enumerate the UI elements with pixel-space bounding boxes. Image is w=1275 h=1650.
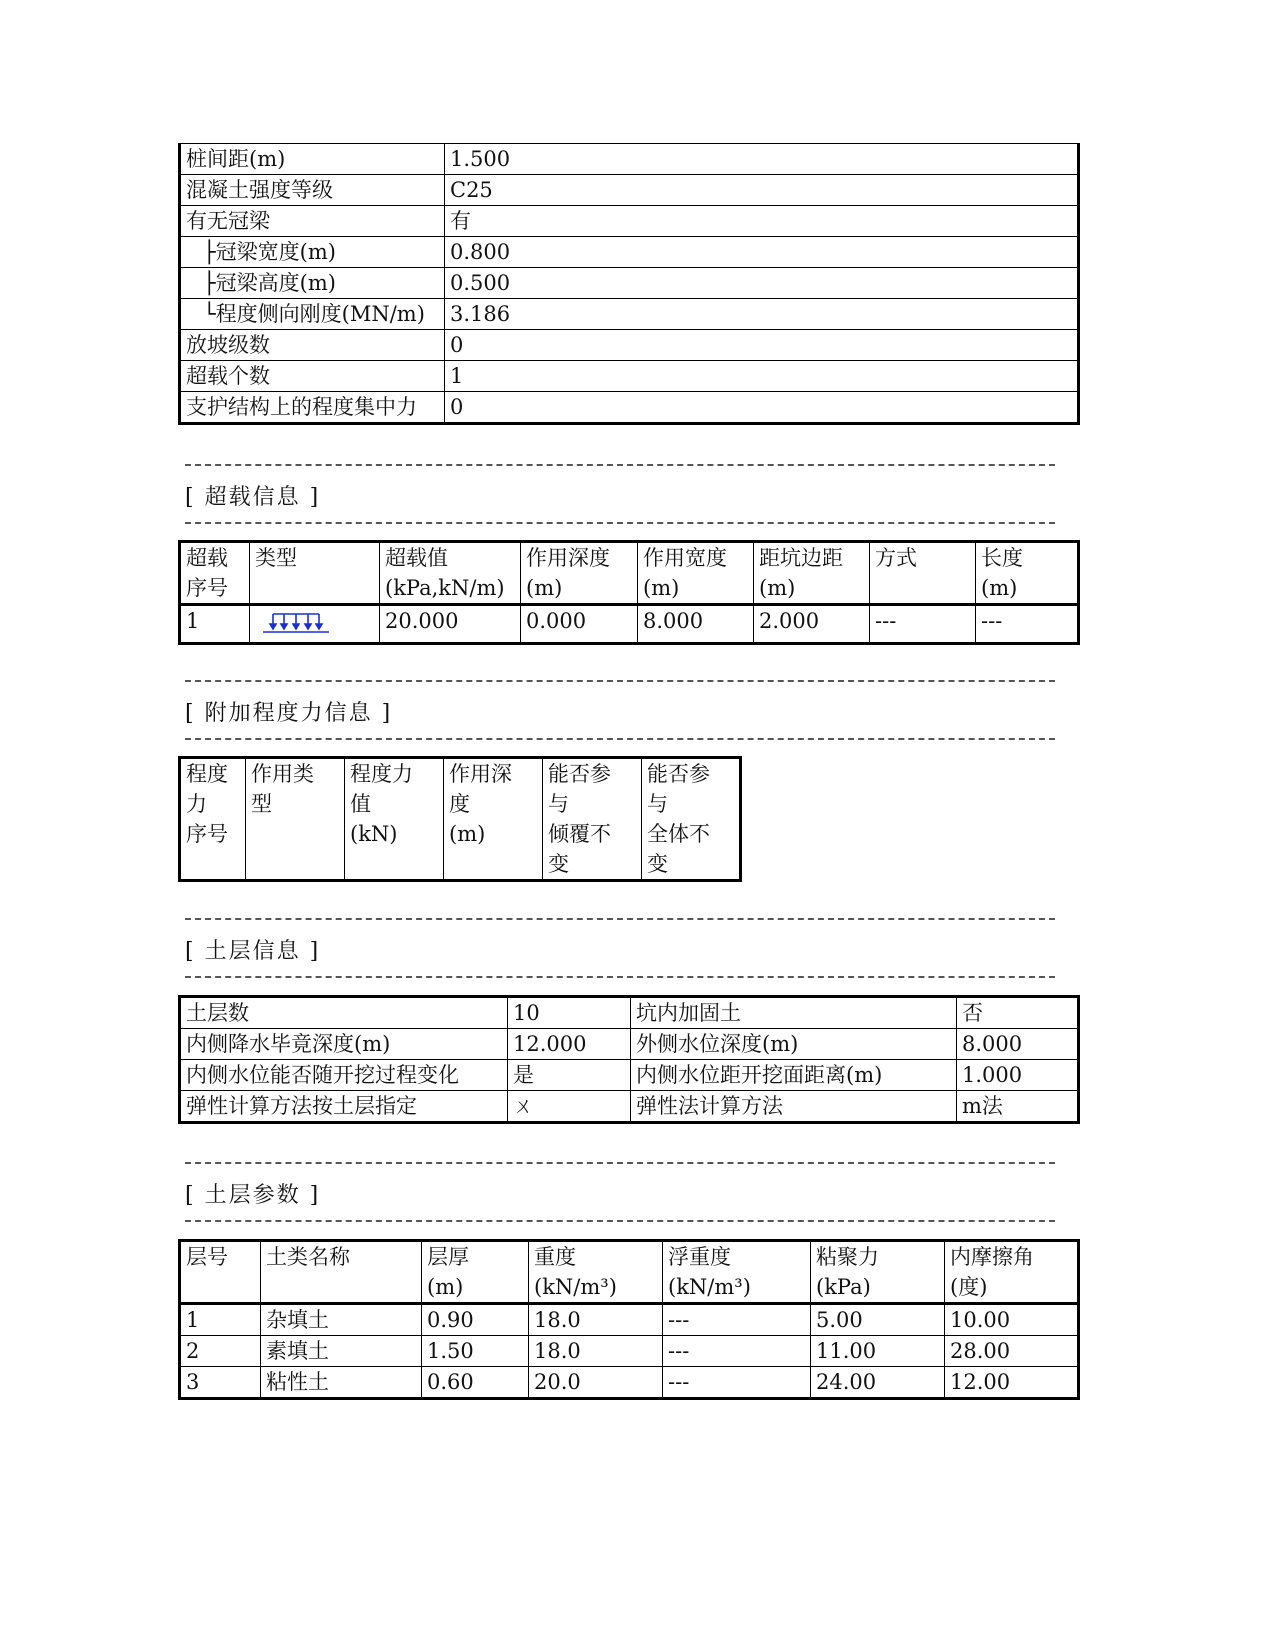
param-value: 0 xyxy=(445,330,1079,361)
column-header: 层厚 (m) xyxy=(422,1241,529,1304)
param-value: C25 xyxy=(445,175,1079,206)
column-header: 能否参 与 倾覆不 变 xyxy=(543,758,642,881)
section-title-soil-params: [ 土层参数 ] xyxy=(185,1183,321,1208)
table-cell: 1 xyxy=(180,605,250,644)
param-label: 支护结构上的程度集中力 xyxy=(180,392,445,424)
table-cell: 2.000 xyxy=(754,605,870,644)
info-label: 外侧水位深度(m) xyxy=(631,1029,957,1060)
column-header: 距坑边距 (m) xyxy=(754,542,870,605)
param-value: 1.500 xyxy=(445,144,1079,175)
param-label: 超载个数 xyxy=(180,361,445,392)
table-cell: 11.00 xyxy=(811,1336,945,1367)
param-label: ├冠梁高度(m) xyxy=(180,268,445,299)
divider xyxy=(185,464,1055,466)
column-header: 作用类 型 xyxy=(246,758,345,881)
param-value: 3.186 xyxy=(445,299,1079,330)
table-cell: 18.0 xyxy=(529,1336,663,1367)
column-header: 能否参 与 全体不 变 xyxy=(642,758,741,881)
info-value: ㄨ xyxy=(508,1091,631,1123)
table-cell: --- xyxy=(663,1336,811,1367)
table-row xyxy=(180,1304,1079,1336)
info-label: 土层数 xyxy=(180,997,508,1029)
divider xyxy=(185,522,1055,524)
info-value: 8.000 xyxy=(957,1029,1079,1060)
table-cell: 1.50 xyxy=(422,1336,529,1367)
column-header: 作用宽度 (m) xyxy=(638,542,754,605)
column-header: 层号 xyxy=(180,1241,261,1304)
param-label: └程度侧向刚度(MN/m) xyxy=(180,299,445,330)
info-value: 10 xyxy=(508,997,631,1029)
info-label: 内侧水位能否随开挖过程变化 xyxy=(180,1060,508,1091)
section-title-surcharge: [ 超载信息 ] xyxy=(185,485,321,510)
info-value: 否 xyxy=(957,997,1079,1029)
soil-info-table xyxy=(178,995,1080,1124)
table-row xyxy=(180,997,1079,1029)
table-cell: 20.000 xyxy=(380,605,521,644)
section-title-soil-info: [ 土层信息 ] xyxy=(185,939,321,964)
table-cell: 杂填土 xyxy=(261,1304,422,1336)
param-label: 桩间距(m) xyxy=(180,144,445,175)
table-cell: --- xyxy=(870,605,976,644)
param-value: 有 xyxy=(445,206,1079,237)
column-header: 方式 xyxy=(870,542,976,605)
column-header: 重度 (kN/m³) xyxy=(529,1241,663,1304)
column-header: 粘聚力 (kPa) xyxy=(811,1241,945,1304)
table-row xyxy=(180,206,1079,237)
column-header: 作用深度 (m) xyxy=(521,542,638,605)
param-label: 放坡级数 xyxy=(180,330,445,361)
column-header: 内摩擦角 (度) xyxy=(945,1241,1079,1304)
info-value: 是 xyxy=(508,1060,631,1091)
table-cell: 2 xyxy=(180,1336,261,1367)
param-value: 0.800 xyxy=(445,237,1079,268)
divider xyxy=(185,918,1055,920)
column-header: 作用深 度 (m) xyxy=(444,758,543,881)
pile-params-table xyxy=(178,143,1080,425)
table-row xyxy=(180,605,1079,644)
table-row xyxy=(180,330,1079,361)
info-value: 12.000 xyxy=(508,1029,631,1060)
table-cell: 粘性土 xyxy=(261,1367,422,1399)
table-row xyxy=(180,237,1079,268)
table-cell: 8.000 xyxy=(638,605,754,644)
param-label: 有无冠梁 xyxy=(180,206,445,237)
table-cell: 3 xyxy=(180,1367,261,1399)
distributed-load-arrows-icon xyxy=(261,612,331,642)
table-cell: 28.00 xyxy=(945,1336,1079,1367)
table-row xyxy=(180,144,1079,175)
extra-force-table xyxy=(178,756,742,882)
column-header: 长度 (m) xyxy=(976,542,1079,605)
divider xyxy=(185,680,1055,682)
column-header: 程度 力 序号 xyxy=(180,758,246,881)
table-header-row xyxy=(180,542,1079,605)
param-label: 混凝土强度等级 xyxy=(180,175,445,206)
divider xyxy=(185,976,1055,978)
table-row xyxy=(180,268,1079,299)
divider xyxy=(185,1162,1055,1164)
table-cell: --- xyxy=(976,605,1079,644)
table-cell: --- xyxy=(663,1304,811,1336)
column-header: 类型 xyxy=(250,542,380,605)
table-cell xyxy=(250,605,380,644)
table-cell: --- xyxy=(663,1367,811,1399)
table-row xyxy=(180,175,1079,206)
info-value: m法 xyxy=(957,1091,1079,1123)
column-header: 浮重度 (kN/m³) xyxy=(663,1241,811,1304)
info-label: 坑内加固土 xyxy=(631,997,957,1029)
column-header: 超载值 (kPa,kN/m) xyxy=(380,542,521,605)
section-title-extra-force: [ 附加程度力信息 ] xyxy=(185,701,393,726)
column-header: 程度力 值 (kN) xyxy=(345,758,444,881)
table-cell: 12.00 xyxy=(945,1367,1079,1399)
table-cell: 0.90 xyxy=(422,1304,529,1336)
table-row xyxy=(180,1029,1079,1060)
table-cell: 20.0 xyxy=(529,1367,663,1399)
param-value: 1 xyxy=(445,361,1079,392)
info-label: 内侧水位距开挖面距离(m) xyxy=(631,1060,957,1091)
surcharge-table xyxy=(178,540,1080,645)
table-cell: 0.60 xyxy=(422,1367,529,1399)
table-cell: 1 xyxy=(180,1304,261,1336)
param-value: 0.500 xyxy=(445,268,1079,299)
divider xyxy=(185,738,1055,740)
info-label: 内侧降水毕竟深度(m) xyxy=(180,1029,508,1060)
table-row xyxy=(180,361,1079,392)
table-cell: 5.00 xyxy=(811,1304,945,1336)
soil-params-table xyxy=(178,1239,1080,1400)
table-row xyxy=(180,392,1079,424)
info-label: 弹性计算方法按土层指定 xyxy=(180,1091,508,1123)
column-header: 超载 序号 xyxy=(180,542,250,605)
table-row xyxy=(180,1336,1079,1367)
table-row xyxy=(180,1367,1079,1399)
table-cell: 18.0 xyxy=(529,1304,663,1336)
column-header: 土类名称 xyxy=(261,1241,422,1304)
table-row xyxy=(180,299,1079,330)
table-cell: 素填土 xyxy=(261,1336,422,1367)
table-header-row xyxy=(180,758,741,881)
table-cell: 0.000 xyxy=(521,605,638,644)
info-value: 1.000 xyxy=(957,1060,1079,1091)
table-row xyxy=(180,1060,1079,1091)
table-row xyxy=(180,1091,1079,1123)
divider xyxy=(185,1220,1055,1222)
table-cell: 10.00 xyxy=(945,1304,1079,1336)
info-label: 弹性法计算方法 xyxy=(631,1091,957,1123)
param-value: 0 xyxy=(445,392,1079,424)
table-cell: 24.00 xyxy=(811,1367,945,1399)
param-label: ├冠梁宽度(m) xyxy=(180,237,445,268)
table-header-row xyxy=(180,1241,1079,1304)
